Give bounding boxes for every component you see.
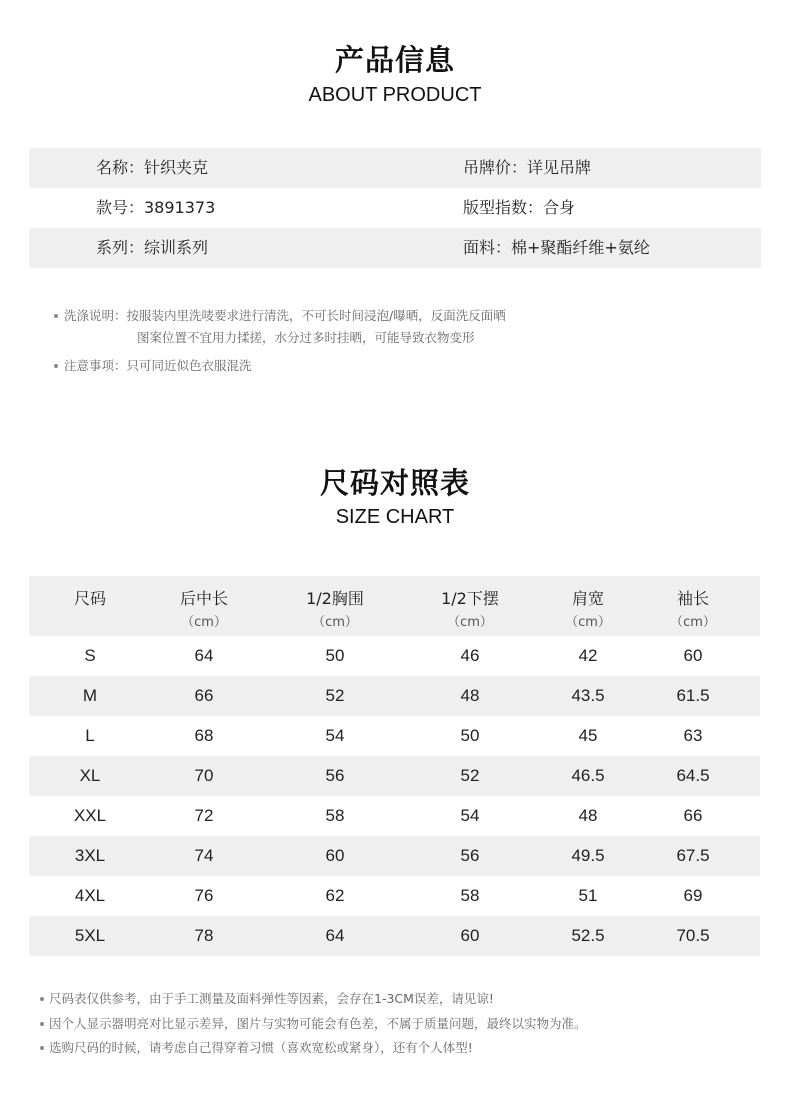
cell-half-hem: 56 [460,846,480,865]
cell-shoulder: 49.5 [571,846,605,865]
cell-half-hem: 48 [460,686,480,705]
fabric: 面料：棉+聚酯纤维+氨纶 [463,238,650,257]
header-half-chest: 1/2胸围 （cm） [306,589,364,630]
bullet-icon [40,1022,44,1026]
attention-label: 注意事项： [64,358,127,373]
cell-shoulder: 45 [578,726,598,745]
fit-index: 版型指数：合身 [463,198,576,217]
wash-text-line2: 图案位置不宜用力揉搓，水分过多时挂晒，可能导致衣物变形 [137,330,475,345]
cell-half-chest: 64 [325,926,345,945]
product-info-title: 产品信息 [334,43,455,77]
footnote: 选购尺码的时候，请考虑自己得穿着习惯（喜欢宽松或紧身），还有个人体型! [40,1035,473,1060]
header-shoulder: 肩宽 （cm） [565,589,611,630]
tag-price: 吊牌价：详见吊牌 [463,158,592,177]
table-row [29,756,760,796]
header-size: 尺码 [73,589,106,608]
product-info-row [29,228,761,268]
header-sleeve: 袖长 （cm） [670,589,716,630]
product-info-row [29,188,761,228]
cell-back-length: 64 [194,646,214,665]
cell-shoulder: 48 [578,806,598,825]
product-info-row [29,148,761,188]
wash-label: 洗涤说明： [64,308,127,323]
footnote: 尺码表仅供参考，由于手工测量及面料弹性等因素，会存在1-3CM误差，请见谅! [40,986,494,1011]
series: 系列：综训系列 [96,238,209,257]
cell-half-chest: 60 [325,846,345,865]
cell-size: 4XL [74,886,106,905]
size-table-body [29,636,760,956]
cell-shoulder: 42 [578,646,598,665]
bullet-icon [40,997,44,1001]
cell-back-length: 72 [194,806,214,825]
cell-sleeve: 61.5 [676,686,710,705]
cell-size: 5XL [74,926,106,945]
cell-half-hem: 52 [460,766,480,785]
footnote: 因个人显示器明亮对比显示差异，图片与实物可能会有色差，不属于质量问题，最终以实物为准。 [40,1011,587,1036]
cell-sleeve: 67.5 [676,846,710,865]
cell-shoulder: 51 [578,886,598,905]
cell-back-length: 66 [194,686,214,705]
cell-sleeve: 60 [683,646,703,665]
cell-half-hem: 58 [460,886,480,905]
table-row [29,836,760,876]
product-name: 名称：针织夹克 [96,158,209,177]
header-half-hem: 1/2下摆 （cm） [441,589,499,630]
table-row [29,676,760,716]
cell-shoulder: 43.5 [571,686,605,705]
cell-half-hem: 50 [460,726,480,745]
cell-size: 3XL [74,846,106,865]
cell-back-length: 70 [194,766,214,785]
cell-sleeve: 64.5 [676,766,710,785]
cell-back-length: 68 [194,726,214,745]
wash-instructions [54,305,506,327]
size-chart-title: 尺码对照表 [319,466,470,500]
cell-sleeve: 69 [683,886,703,905]
product-info-subtitle: ABOUT PRODUCT [308,84,482,106]
table-row [29,716,760,756]
cell-shoulder: 46.5 [571,766,605,785]
table-row [29,876,760,916]
bullet-icon [40,1046,44,1050]
wash-text-line1: 按服装内里洗唛要求进行清洗，不可长时间浸泡/曝晒，反面洗反面晒 [126,308,506,323]
cell-half-chest: 62 [325,886,345,905]
cell-sleeve: 70.5 [676,926,710,945]
cell-size: XXL [73,806,107,825]
cell-sleeve: 63 [683,726,703,745]
cell-half-hem: 46 [460,646,480,665]
size-table [29,576,760,956]
cell-sleeve: 66 [683,806,703,825]
bullet-icon [54,314,58,318]
cell-back-length: 74 [194,846,214,865]
cell-back-length: 78 [194,926,214,945]
cell-half-chest: 54 [325,726,345,745]
cell-half-hem: 54 [460,806,480,825]
cell-half-chest: 56 [325,766,345,785]
cell-half-chest: 50 [325,646,345,665]
attention-note [54,355,252,377]
cell-back-length: 76 [194,886,214,905]
cell-shoulder: 52.5 [571,926,605,945]
cell-half-chest: 58 [325,806,345,825]
size-table-header [29,576,760,636]
style-number: 款号：3891373 [96,198,216,217]
cell-size: XL [79,766,101,785]
header-back-length: 后中长 （cm） [179,589,228,630]
cell-size: L [85,726,95,745]
bullet-icon [54,364,58,368]
size-chart-subtitle: SIZE CHART [335,506,455,528]
table-row [29,796,760,836]
table-row [29,636,760,676]
cell-half-hem: 60 [460,926,480,945]
table-row [29,916,760,956]
cell-size: S [84,646,96,665]
cell-half-chest: 52 [325,686,345,705]
attention-text: 只可同近似色衣服混洗 [126,358,252,373]
cell-size: M [82,686,98,705]
